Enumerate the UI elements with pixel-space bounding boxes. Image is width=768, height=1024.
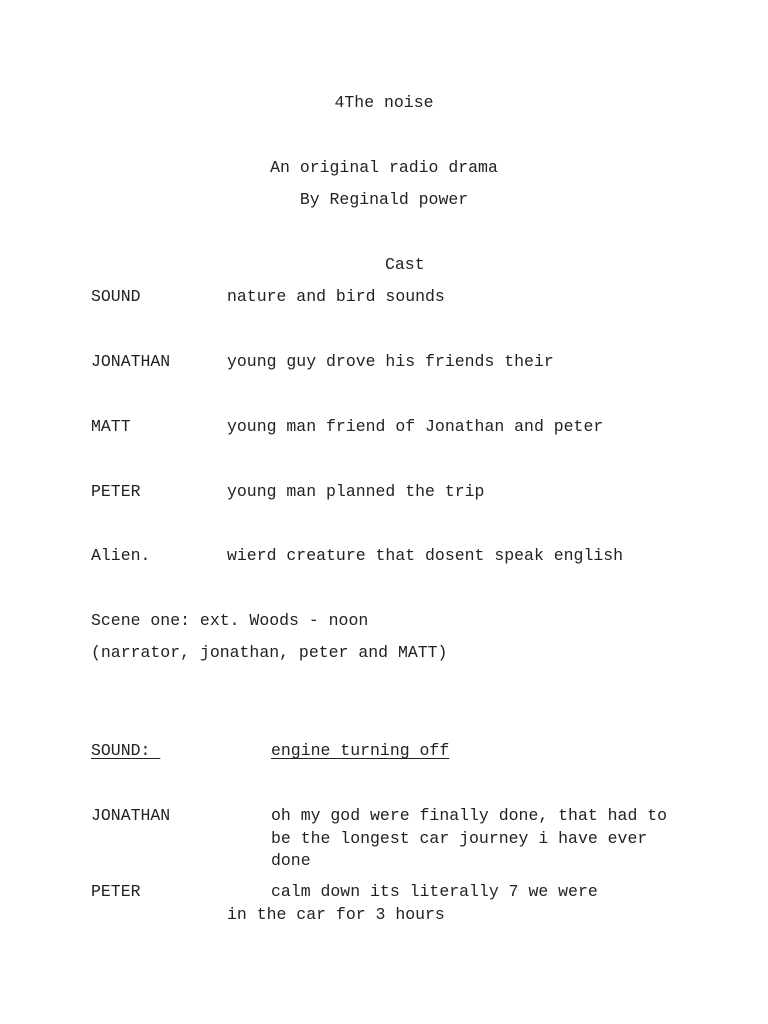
cast-role: SOUND (91, 287, 141, 306)
cast-role: JONATHAN (91, 352, 171, 371)
scene-heading: Scene one: ext. Woods - noon (91, 611, 369, 630)
cast-heading: Cast (385, 255, 425, 274)
document-author: By Reginald power (299, 190, 469, 209)
speaker-label: JONATHAN (91, 806, 171, 825)
dialogue-line: calm down its literally 7 we were (271, 882, 598, 901)
dialogue-line: oh my god were finally done, that had to be the longest car journey i have ever done (271, 806, 668, 870)
speaker-label: SOUND: (91, 741, 161, 760)
cast-role: MATT (91, 417, 131, 436)
cast-description: nature and bird sounds (227, 287, 445, 306)
cast-description: young man friend of Jonathan and peter (227, 417, 604, 436)
speaker-label: PETER (91, 882, 141, 901)
cast-description: wierd creature that dosent speak english (227, 546, 624, 565)
cast-role: PETER (91, 482, 141, 501)
document-title: 4The noise (334, 93, 434, 112)
sound-cue: engine turning off (271, 741, 450, 760)
cast-role: Alien. (91, 546, 151, 565)
cast-description: young man planned the trip (227, 482, 485, 501)
scene-characters: (narrator, jonathan, peter and MATT) (91, 643, 448, 662)
dialogue-continuation: in the car for 3 hours (227, 905, 445, 924)
document-subtitle: An original radio drama (270, 158, 498, 177)
cast-description: young guy drove his friends their (227, 352, 554, 371)
